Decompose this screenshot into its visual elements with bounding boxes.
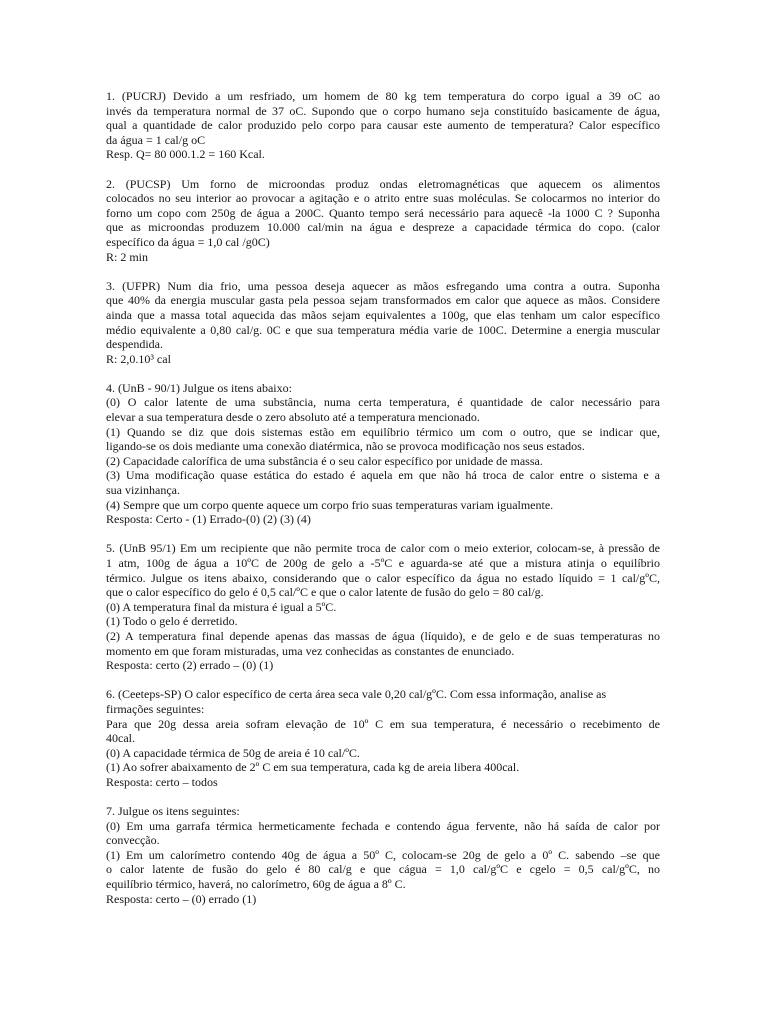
question-5-line: 1 atm, 100g de água a 10ºC de 200g de gelo a -5ºC e aguarda-se até que a mistura atinja o equilíbrio: [106, 556, 660, 570]
question-4: [106, 381, 660, 527]
question-1-answer: Resp. Q= 80 000.1.2 = 160 Kcal.: [106, 147, 265, 162]
question-3-line: médio equivalente a 0,80 cal/g. 0C e que sua temperatura média varie de 100C. Determine a energia muscular: [106, 322, 660, 337]
question-2-line: que as microondas produzem 10.000 cal/min na água e despreze a capacidade térmica do copo. (calor: [106, 220, 660, 235]
question-4-line: (0) O calor latente de uma substância, numa certa temperatura, é quantidade de calor necessário para: [106, 395, 660, 410]
question-4-line: elevar a sua temperatura desde o zero absoluto até a temperatura mencionado.: [106, 410, 480, 425]
question-4-line: (1) Quando se diz que dois sistemas estão em equilíbrio térmico um com o outro, que se indicar que,: [106, 424, 660, 439]
question-1-line: qual a quantidade de calor produzido pelo corpo para causar este aumento de temperatura? Calor específico: [106, 118, 660, 133]
question-7-line: o calor latente de fusão do gelo é 80 cal/g e que cágua = 1,0 cal/gºC e cgelo = 0,5 cal/gºC, no: [106, 862, 660, 877]
question-4-line: ligando-se os dois mediante uma conexão diatérmica, não se provoca modificação nos seus estados.: [106, 439, 585, 454]
question-7: [106, 804, 660, 906]
question-3-line: 3. (UFPR) Num dia frio, uma pessoa deseja aquecer as mãos esfregando uma contra a outra. Suponha: [106, 278, 660, 293]
question-6-line: Para que 20g dessa areia sofram elevação de 10º C em sua temperatura, é necessário o recebimento de: [106, 716, 660, 731]
question-1-line: invés da temperatura normal de 37 oC. Supondo que o corpo humano seja constituído basicamente de água,: [106, 103, 660, 118]
question-6-line: firmações seguintes:: [106, 701, 205, 716]
question-5-answer: Resposta: certo (2) errado – (0) (1): [106, 658, 274, 673]
question-2-line: 2. (PUCSP) Um forno de microondas produz ondas eletromagnéticas que aquecem os alimentos: [106, 176, 660, 191]
question-6-answer: Resposta: certo – todos: [106, 774, 218, 789]
question-7-answer: Resposta: certo – (0) errado (1): [106, 891, 257, 906]
question-3-line: que 40% da energia muscular gasta pela pessoa sejam transformados em calor que aquece as mãos. Considere: [106, 293, 660, 308]
question-6-line: 40cal.: [106, 731, 135, 746]
question-3-line: despendida.: [106, 337, 163, 352]
question-6-line: (1) Ao sofrer abaixamento de 2º C em sua temperatura, cada kg de areia libera 400cal.: [106, 760, 520, 775]
question-5-line: (2) A temperatura final depende apenas das massas de água (líquido), e de gelo e de suas temperaturas no: [106, 628, 660, 643]
question-3-line: ainda que a massa total aquecida das mãos sejam equivalentes a 100g, que elas tenham um calor específico: [106, 307, 660, 322]
question-6: [106, 687, 660, 789]
question-6-line: 6. (Ceeteps-SP) O calor específico de certa área seca vale 0,20 cal/gºC. Com essa informação, analise as: [106, 687, 607, 702]
question-5-line: que o calor específico do gelo é 0,5 cal/ºC e que o calor latente de fusão do gelo = 80 cal/g.: [106, 585, 544, 600]
question-5-line: térmico. Julgue os itens abaixo, considerando que o calor específico da água no estado líquido = 1 cal/gºC,: [106, 570, 660, 585]
question-1-line: 1. (PUCRJ) Devido a um resfriado, um homem de 80 kg tem temperatura do corpo igual a 39 oC ao: [106, 89, 660, 103]
question-7-line: convecção.: [106, 833, 160, 848]
question-4-line: (3) Uma modificação quase estática do estado é aquela em que não há troca de calor entre o sistema e a: [106, 468, 660, 483]
question-4-line: 4. (UnB - 90/1) Julgue os itens abaixo:: [106, 380, 292, 395]
question-5-line: (1) Todo o gelo é derretido.: [106, 614, 238, 629]
question-7-line: (1) Em um calorímetro contendo 40g de água a 50º C, colocam-se 20g de gelo a 0º C. sabendo –se que: [106, 847, 660, 862]
question-2-answer: R: 2 min: [106, 249, 149, 264]
question-5-line: momento em que foram misturadas, uma vez conhecidas as constantes de enunciado.: [106, 643, 515, 658]
question-6-line: (0) A capacidade térmica de 50g de areia é 10 cal/ºC.: [106, 745, 360, 760]
question-1-line: da água = 1 cal/g oC: [106, 132, 206, 147]
document-body: [106, 89, 660, 921]
question-7-line: equilíbrio térmico, haverá, no calorímetro, 60g de água a 8º C.: [106, 877, 406, 892]
question-2-line: específico da água = 1,0 cal /g0C): [106, 234, 270, 249]
question-3-answer: R: 2,0.10³ cal: [106, 351, 171, 366]
question-4-line: (4) Sempre que um corpo quente aquece um corpo frio suas temperaturas variam igualmente.: [106, 497, 554, 512]
question-7-line: 7. Julgue os itens seguintes:: [106, 804, 240, 819]
question-2-line: colocados no seu interior ao provocar a agitação e o atrito entre suas moléculas. Se colocarmos no interior do: [106, 191, 660, 206]
question-1: [106, 89, 660, 162]
question-2: [106, 177, 660, 265]
question-2-line: forno um copo com 250g de água a 200C. Quanto tempo será necessário para aquecê -la 1000 C ? Suponha: [106, 205, 660, 220]
question-4-answer: Resposta: Certo - (1) Errado-(0) (2) (3) (4): [106, 512, 311, 527]
question-5-line: 5. (UnB 95/1) Em um recipiente que não permite troca de calor com o meio exterior, colocam-se, à pressão de: [106, 541, 660, 556]
question-3: [106, 279, 660, 367]
question-5: [106, 541, 660, 672]
question-4-line: (2) Capacidade calorífica de uma substância é o seu calor específico por unidade de massa.: [106, 453, 543, 468]
question-7-line: (0) Em uma garrafa térmica hermeticamente fechada e contendo água fervente, não há saída de calor por: [106, 818, 660, 833]
question-5-line: (0) A temperatura final da mistura é igual a 5ºC.: [106, 599, 337, 614]
question-4-line: sua vizinhança.: [106, 483, 180, 498]
